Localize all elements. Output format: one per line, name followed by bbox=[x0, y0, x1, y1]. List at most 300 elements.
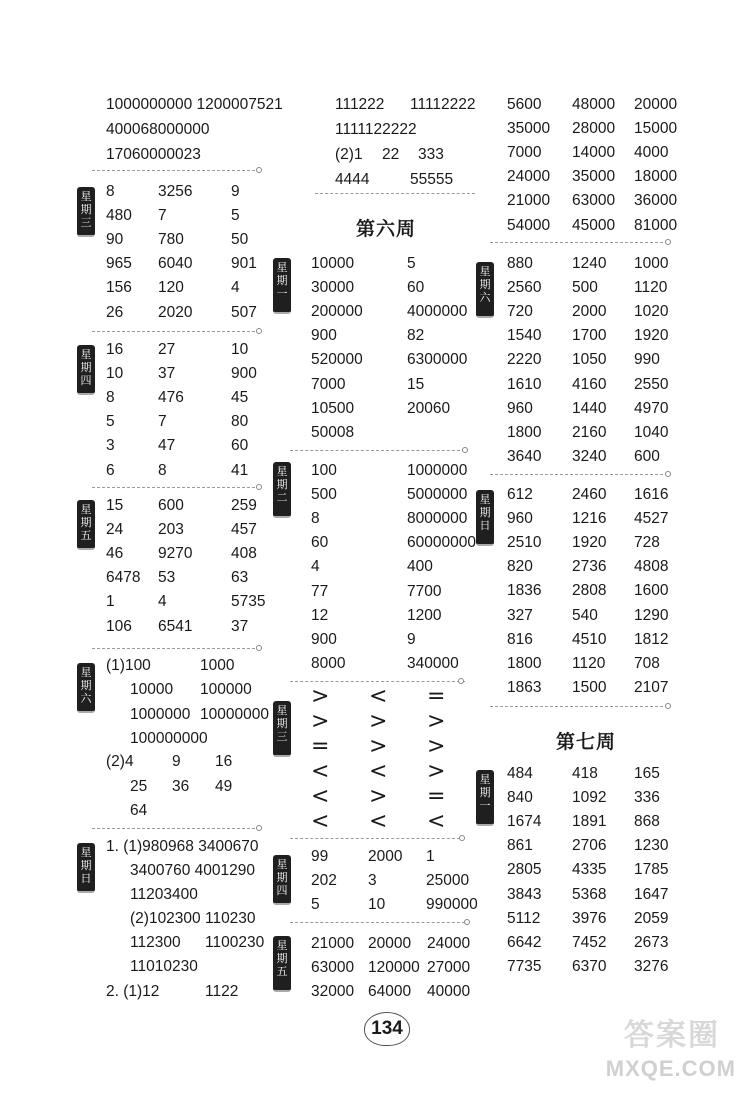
comparison-symbol: > bbox=[369, 734, 388, 759]
day-label-char: 期 bbox=[80, 859, 92, 872]
answer-cell: 21000 bbox=[311, 935, 355, 952]
answer-cell: 120 bbox=[158, 279, 184, 297]
answer-cell: 1500 bbox=[572, 678, 607, 696]
divider bbox=[490, 242, 668, 243]
answer-cell: 8000000 bbox=[407, 510, 468, 528]
divider-dot bbox=[256, 825, 262, 831]
answer-cell: 35000 bbox=[507, 120, 551, 138]
day-label-text bbox=[77, 846, 95, 885]
day-label-text bbox=[273, 858, 291, 897]
comparison-symbol: < bbox=[311, 759, 330, 784]
answer-cell: 990 bbox=[634, 351, 660, 369]
comparison-symbol: > bbox=[427, 759, 446, 784]
answer-cell: 5 bbox=[407, 255, 416, 272]
day-label-sun bbox=[476, 490, 494, 546]
week-title: 第六周 bbox=[356, 218, 417, 240]
day-label-thu bbox=[77, 345, 95, 395]
day-label-char: 四 bbox=[80, 374, 92, 387]
answer-cell: 2107 bbox=[634, 678, 669, 696]
answer-cell: 3843 bbox=[507, 885, 542, 903]
answer-cell: 4527 bbox=[634, 510, 669, 528]
answer-cell: 1920 bbox=[634, 327, 669, 345]
answer-cell: 720 bbox=[507, 303, 533, 321]
divider-dot bbox=[256, 645, 262, 651]
answer-cell: 476 bbox=[158, 389, 184, 407]
comparison-symbol: < bbox=[427, 809, 446, 834]
answer-cell: 861 bbox=[507, 837, 533, 855]
divider-dot bbox=[464, 919, 470, 925]
answer-cell: 120000 bbox=[368, 959, 420, 977]
answer-cell: 16 bbox=[106, 341, 124, 358]
answer-cell: 15 bbox=[407, 375, 425, 393]
answer-line: (2)102300 110230 bbox=[130, 910, 256, 927]
answer-cell: 2673 bbox=[634, 933, 669, 951]
answer-cell: 3976 bbox=[572, 909, 607, 927]
answer-cell: 1100230 bbox=[205, 934, 265, 951]
answer-cell: 2460 bbox=[572, 486, 607, 503]
answer-cell: 1647 bbox=[634, 885, 669, 903]
answer-cell: 111222 bbox=[335, 96, 385, 113]
answer-cell: 80 bbox=[231, 413, 249, 431]
answer-cell: (1)100 bbox=[106, 657, 151, 674]
divider bbox=[315, 193, 475, 194]
answer-cell: 3640 bbox=[507, 447, 542, 465]
divider-dot bbox=[665, 471, 671, 477]
answer-cell: 63000 bbox=[311, 959, 355, 977]
answer-cell: 520000 bbox=[311, 351, 363, 369]
day-label-char: 六 bbox=[80, 692, 92, 705]
answer-cell: 8 bbox=[311, 510, 320, 528]
answer-cell: 901 bbox=[231, 255, 257, 273]
answer-cell: 165 bbox=[634, 765, 660, 782]
answer-cell: 7735 bbox=[507, 957, 542, 975]
answer-cell: 2510 bbox=[507, 534, 542, 552]
day-label-char: 期 bbox=[80, 516, 92, 529]
divider bbox=[92, 828, 260, 829]
answer-cell: 259 bbox=[231, 497, 257, 514]
answer-cell: 14000 bbox=[572, 144, 616, 162]
answer-cell: 1120 bbox=[634, 279, 668, 297]
answer-cell: 500 bbox=[572, 279, 598, 297]
comparison-symbol: < bbox=[369, 809, 388, 834]
comparison-symbol: < bbox=[369, 759, 388, 784]
comparison-symbol: > bbox=[311, 709, 330, 734]
answer-line: 400068000000 bbox=[106, 121, 210, 138]
answer-cell: 336 bbox=[634, 789, 660, 807]
answer-cell: 3276 bbox=[634, 957, 669, 975]
answer-cell: 1616 bbox=[634, 486, 669, 503]
answer-cell: 3 bbox=[106, 437, 115, 455]
answer-cell: 728 bbox=[634, 534, 660, 552]
answer-cell: 816 bbox=[507, 630, 533, 648]
answer-cell: 6642 bbox=[507, 933, 542, 951]
answer-cell: 4000000 bbox=[407, 303, 468, 321]
answer-cell: 600 bbox=[634, 447, 660, 465]
divider bbox=[290, 922, 465, 923]
day-label-text bbox=[476, 493, 494, 532]
answer-cell: 333 bbox=[418, 146, 444, 163]
answer-cell: 3240 bbox=[572, 447, 607, 465]
answer-cell: 35000 bbox=[572, 168, 616, 186]
day-label-char: 星 bbox=[276, 939, 288, 952]
answer-cell: 26 bbox=[106, 303, 124, 321]
divider-dot bbox=[462, 447, 468, 453]
answer-cell: 203 bbox=[158, 521, 184, 539]
divider-dot bbox=[665, 703, 671, 709]
answer-cell: 30000 bbox=[311, 279, 355, 297]
day-label-char: 星 bbox=[276, 858, 288, 871]
answer-cell: 27 bbox=[158, 341, 176, 358]
answer-cell: 63 bbox=[231, 569, 249, 587]
answer-line: 3400760 4001290 bbox=[130, 862, 255, 879]
comparison-symbol: > bbox=[427, 734, 446, 759]
answer-cell: 9 bbox=[172, 753, 181, 770]
day-label-fri bbox=[273, 936, 291, 992]
answer-cell: 64000 bbox=[368, 983, 412, 1001]
answer-cell: 81000 bbox=[634, 216, 678, 234]
answer-cell: 24000 bbox=[427, 935, 471, 952]
week-title: 第七周 bbox=[556, 731, 617, 753]
comparison-symbol: = bbox=[311, 734, 330, 759]
day-label-char: 期 bbox=[479, 278, 491, 291]
answer-cell: 48000 bbox=[572, 96, 616, 113]
answer-cell: 500 bbox=[311, 486, 337, 504]
answer-cell: 400 bbox=[407, 558, 433, 576]
day-label-char: 期 bbox=[479, 786, 491, 799]
answer-line: 1000000000 1200007521 bbox=[106, 96, 283, 113]
day-label-fri bbox=[77, 500, 95, 550]
answer-cell: 100 bbox=[311, 462, 337, 479]
day-label-char: 星 bbox=[479, 773, 491, 786]
answer-cell: 4 bbox=[158, 593, 167, 611]
answer-cell: 36000 bbox=[634, 192, 678, 210]
answer-cell: 6541 bbox=[158, 617, 193, 635]
day-label-char: 期 bbox=[276, 952, 288, 965]
answer-cell: 612 bbox=[507, 486, 533, 503]
answer-cell: 8 bbox=[158, 461, 167, 479]
day-label-mon bbox=[273, 258, 291, 314]
answer-cell: 780 bbox=[158, 231, 184, 249]
answer-cell: 10 bbox=[231, 341, 249, 358]
answer-cell: 1674 bbox=[507, 813, 542, 831]
day-label-wed bbox=[273, 701, 291, 757]
divider bbox=[290, 681, 465, 682]
answer-cell: 7000 bbox=[311, 375, 346, 393]
answer-cell: 8 bbox=[106, 389, 115, 407]
divider-dot bbox=[458, 678, 464, 684]
answer-cell: 25000 bbox=[426, 872, 470, 890]
answer-cell: 4510 bbox=[572, 630, 607, 648]
answer-cell: 480 bbox=[106, 207, 132, 225]
day-label-char: 星 bbox=[80, 190, 92, 203]
answer-cell: 1050 bbox=[572, 351, 607, 369]
divider bbox=[290, 450, 465, 451]
answer-cell: 5 bbox=[231, 207, 240, 225]
divider bbox=[92, 331, 260, 332]
day-label-text bbox=[77, 503, 95, 542]
answer-cell: 600 bbox=[158, 497, 184, 514]
answer-cell: 1120 bbox=[572, 654, 606, 672]
watermark-url: MXQE.COM bbox=[605, 1056, 736, 1081]
answer-cell: 457 bbox=[231, 521, 257, 539]
day-label-text bbox=[77, 348, 95, 387]
comparison-symbol: > bbox=[369, 709, 388, 734]
answer-cell: 99 bbox=[311, 848, 329, 865]
answer-cell: 4444 bbox=[335, 171, 370, 188]
day-label-char: 三 bbox=[80, 216, 92, 229]
divider bbox=[92, 170, 260, 171]
day-label-text bbox=[273, 261, 291, 300]
comparison-symbol: = bbox=[427, 684, 446, 709]
answer-cell: 1836 bbox=[507, 582, 542, 600]
answer-cell: 408 bbox=[231, 545, 257, 563]
comparison-symbol: = bbox=[427, 784, 446, 809]
day-label-char: 四 bbox=[276, 884, 288, 897]
answer-cell: 20000 bbox=[368, 935, 412, 952]
answer-cell: 4808 bbox=[634, 558, 669, 576]
day-label-wed bbox=[77, 187, 95, 237]
answer-line: 11203400 bbox=[130, 886, 198, 903]
day-label-text bbox=[273, 465, 291, 504]
answer-cell: 60 bbox=[311, 534, 329, 552]
answer-cell: 1600 bbox=[634, 582, 669, 600]
answer-cell: 100000 bbox=[200, 681, 252, 698]
answer-cell: 3 bbox=[368, 872, 377, 890]
answer-cell: 1000 bbox=[200, 657, 235, 674]
day-label-text bbox=[476, 773, 494, 812]
divider-dot bbox=[256, 328, 262, 334]
divider-dot bbox=[459, 835, 465, 841]
divider-dot bbox=[256, 484, 262, 490]
answer-cell: 9 bbox=[231, 183, 240, 200]
day-label-text bbox=[273, 939, 291, 978]
answer-cell: 20000 bbox=[634, 96, 678, 113]
answer-cell: 2706 bbox=[572, 837, 607, 855]
answer-cell: 1040 bbox=[634, 423, 669, 441]
answer-cell: 90 bbox=[106, 231, 124, 249]
day-label-char: 日 bbox=[479, 519, 491, 532]
answer-cell: 1920 bbox=[572, 534, 607, 552]
answer-cell: 880 bbox=[507, 255, 533, 272]
answer-cell: 990000 bbox=[426, 896, 478, 914]
answer-cell: 327 bbox=[507, 606, 533, 624]
answer-cell: 37 bbox=[231, 617, 249, 635]
answer-cell: 16 bbox=[215, 753, 233, 770]
answer-cell: 5 bbox=[311, 896, 320, 914]
answer-cell: 900 bbox=[231, 365, 257, 383]
answer-cell: 10 bbox=[368, 896, 386, 914]
answer-cell: 1863 bbox=[507, 678, 542, 696]
answer-line: 1111122222 bbox=[335, 121, 417, 138]
answer-cell: 4 bbox=[231, 279, 240, 297]
day-label-tue bbox=[273, 462, 291, 518]
answer-cell: 156 bbox=[106, 279, 132, 297]
day-label-char: 期 bbox=[80, 203, 92, 216]
answer-cell: 2220 bbox=[507, 351, 542, 369]
answer-cell: 11112222 bbox=[410, 96, 476, 113]
answer-cell: 10000 bbox=[311, 255, 355, 272]
day-label-sat bbox=[476, 262, 494, 318]
answer-cell: 2000 bbox=[368, 848, 403, 865]
answer-cell: (2)4 bbox=[106, 753, 134, 770]
divider-dot bbox=[256, 167, 262, 173]
answer-cell: 8000 bbox=[311, 654, 346, 672]
answer-cell: 20060 bbox=[407, 399, 451, 417]
answer-cell: 7 bbox=[158, 413, 167, 431]
answer-cell: 3256 bbox=[158, 183, 193, 200]
answer-cell: 49 bbox=[215, 778, 233, 795]
answer-cell: 2560 bbox=[507, 279, 542, 297]
answer-cell: 7700 bbox=[407, 582, 442, 600]
answer-line: 11010230 bbox=[130, 958, 198, 975]
answer-cell: 6478 bbox=[106, 569, 141, 587]
answer-cell: 1785 bbox=[634, 861, 669, 879]
answer-cell: 1 bbox=[106, 593, 115, 611]
answer-cell: 2160 bbox=[572, 423, 607, 441]
answer-cell: 46 bbox=[106, 545, 124, 563]
answer-cell: 9270 bbox=[158, 545, 193, 563]
day-label-char: 五 bbox=[80, 529, 92, 542]
day-label-text bbox=[273, 704, 291, 743]
answer-cell: 40000 bbox=[427, 983, 471, 1001]
answer-cell: 10 bbox=[106, 365, 124, 383]
answer-line: 1. (1)980968 3400670 bbox=[106, 838, 259, 855]
answer-cell: 37 bbox=[158, 365, 176, 383]
answer-cell: 18000 bbox=[634, 168, 678, 186]
answer-cell: 965 bbox=[106, 255, 132, 273]
divider bbox=[290, 838, 465, 839]
answer-cell: 6 bbox=[106, 461, 115, 479]
answer-cell: 53 bbox=[158, 569, 176, 587]
answer-cell: 63000 bbox=[572, 192, 616, 210]
answer-cell: 5368 bbox=[572, 885, 607, 903]
answer-cell: 9 bbox=[407, 630, 416, 648]
answer-cell: 418 bbox=[572, 765, 598, 782]
answer-cell: 484 bbox=[507, 765, 533, 782]
day-label-sat bbox=[77, 663, 95, 713]
day-label-char: 日 bbox=[80, 872, 92, 885]
answer-cell: 15000 bbox=[634, 120, 678, 138]
day-label-char: 一 bbox=[276, 287, 288, 300]
answer-cell: 1020 bbox=[634, 303, 669, 321]
comparison-symbol: < bbox=[311, 784, 330, 809]
answer-cell: 24 bbox=[106, 521, 124, 539]
answer-cell: 1216 bbox=[572, 510, 607, 528]
answer-cell: 1230 bbox=[634, 837, 669, 855]
answer-cell: 112300 bbox=[130, 934, 181, 951]
answer-cell: 1540 bbox=[507, 327, 542, 345]
answer-cell: 2736 bbox=[572, 558, 607, 576]
answer-cell: 100000000 bbox=[130, 730, 208, 747]
answer-cell: 708 bbox=[634, 654, 660, 672]
answer-cell: 8 bbox=[106, 183, 115, 200]
divider bbox=[490, 706, 668, 707]
day-label-char: 期 bbox=[479, 506, 491, 519]
answer-cell: 200000 bbox=[311, 303, 363, 321]
day-label-mon bbox=[476, 770, 494, 826]
answer-cell: 540 bbox=[572, 606, 598, 624]
answer-cell: 7000 bbox=[507, 144, 542, 162]
day-label-char: 星 bbox=[479, 265, 491, 278]
answer-cell: 45000 bbox=[572, 216, 616, 234]
answer-cell: 7 bbox=[158, 207, 167, 225]
day-label-text bbox=[476, 265, 494, 304]
answer-cell: 55555 bbox=[410, 171, 454, 188]
answer-cell: 25 bbox=[130, 778, 148, 795]
answer-cell: 60 bbox=[231, 437, 249, 455]
answer-cell: 12 bbox=[311, 606, 329, 624]
answer-cell: 27000 bbox=[427, 959, 471, 977]
answer-cell: 45 bbox=[231, 389, 249, 407]
answer-cell: 10000000 bbox=[200, 706, 269, 723]
answer-cell: 36 bbox=[172, 778, 190, 795]
day-label-char: 期 bbox=[80, 361, 92, 374]
day-label-char: 二 bbox=[276, 491, 288, 504]
day-label-char: 三 bbox=[276, 730, 288, 743]
answer-cell: (2)1 bbox=[335, 146, 363, 163]
answer-cell: 1700 bbox=[572, 327, 607, 345]
answer-cell: 4 bbox=[311, 558, 320, 576]
answer-cell: 868 bbox=[634, 813, 660, 831]
answer-cell: 47 bbox=[158, 437, 176, 455]
answer-cell: 21000 bbox=[507, 192, 551, 210]
answer-cell: 6370 bbox=[572, 957, 607, 975]
comparison-symbol: < bbox=[311, 809, 330, 834]
divider bbox=[92, 487, 260, 488]
answer-cell: 4000 bbox=[634, 144, 669, 162]
answer-cell: 1290 bbox=[634, 606, 669, 624]
answer-cell: 2. (1)12 bbox=[106, 983, 160, 1000]
answer-cell: 5600 bbox=[507, 96, 542, 113]
answer-cell: 2808 bbox=[572, 582, 607, 600]
answer-cell: 1000 bbox=[634, 255, 669, 272]
answer-cell: 22 bbox=[382, 146, 400, 163]
day-label-char: 期 bbox=[80, 679, 92, 692]
answer-cell: 50008 bbox=[311, 423, 355, 441]
day-label-char: 星 bbox=[80, 666, 92, 679]
divider bbox=[92, 648, 260, 649]
answer-cell: 820 bbox=[507, 558, 533, 576]
answer-cell: 4970 bbox=[634, 399, 669, 417]
answer-cell: 340000 bbox=[407, 654, 459, 672]
comparison-symbol: < bbox=[369, 684, 388, 709]
day-label-sun bbox=[77, 843, 95, 893]
answer-cell: 106 bbox=[106, 617, 132, 635]
divider-dot bbox=[665, 239, 671, 245]
answer-cell: 77 bbox=[311, 582, 329, 600]
answer-cell: 28000 bbox=[572, 120, 616, 138]
answer-cell: 60000000 bbox=[407, 534, 476, 552]
answer-cell: 1 bbox=[426, 848, 435, 865]
day-label-char: 期 bbox=[276, 478, 288, 491]
answer-cell: 840 bbox=[507, 789, 533, 807]
day-label-char: 星 bbox=[80, 846, 92, 859]
answer-cell: 2059 bbox=[634, 909, 669, 927]
day-label-text bbox=[77, 666, 95, 705]
day-label-char: 五 bbox=[276, 965, 288, 978]
answer-cell: 4160 bbox=[572, 375, 607, 393]
answer-cell: 2000 bbox=[572, 303, 607, 321]
answer-cell: 64 bbox=[130, 802, 148, 819]
answer-cell: 5 bbox=[106, 413, 115, 431]
day-label-thu bbox=[273, 855, 291, 905]
answer-cell: 507 bbox=[231, 303, 257, 321]
day-label-char: 星 bbox=[80, 503, 92, 516]
day-label-char: 星 bbox=[479, 493, 491, 506]
answer-cell: 202 bbox=[311, 872, 337, 890]
answer-cell: 1800 bbox=[507, 423, 542, 441]
comparison-symbol: > bbox=[311, 684, 330, 709]
